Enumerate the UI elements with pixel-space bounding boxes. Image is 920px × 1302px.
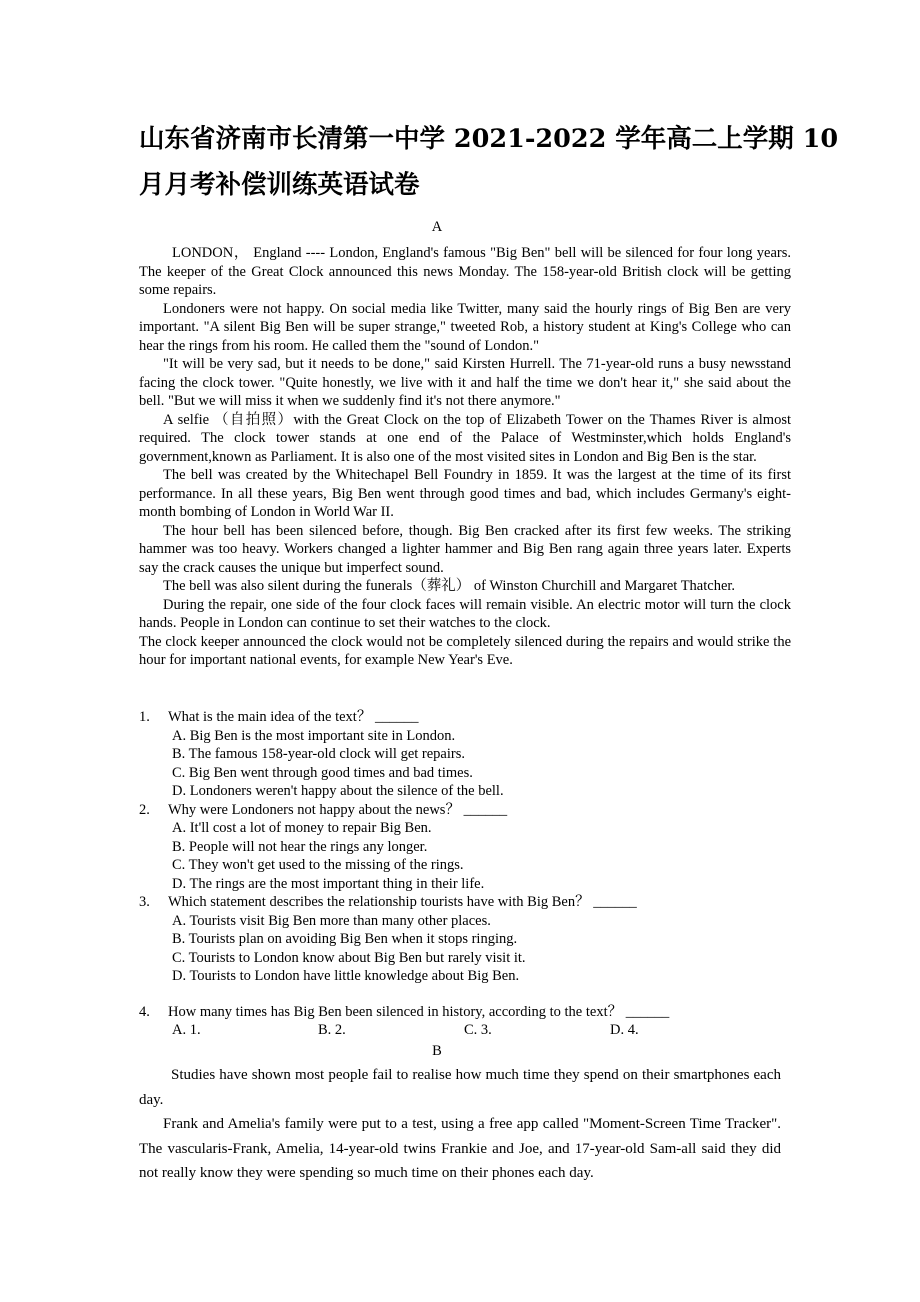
passage-a-paragraph: The bell was created by the Whitechapel Bell Foundry in 1859. It was the largest at the time of its first performance. In all these years, Big Ben went through good times and bad, which includes Germany's eight-month bombing of London in World War II. — [139, 467, 791, 520]
question-list — [139, 708, 791, 1040]
answer-option: B. People will not hear the rings any longer. — [172, 838, 428, 855]
question-stem: What is the main idea of the text？ ______ — [168, 709, 419, 725]
passage-a-paragraph: The clock keeper announced the clock would not be completely silenced during the repairs and would strike the hour for important national events, for example New Year's Eve. — [139, 633, 791, 668]
title-line-1: 山东省济南市长清第一中学 2021-2022 学年高二上学期 10 — [139, 124, 839, 154]
question-number: 3. — [139, 894, 150, 910]
answer-option: A. 1. — [172, 1022, 201, 1038]
question-4 — [139, 1003, 791, 1040]
question-3 — [139, 893, 791, 986]
question-number: 4. — [139, 1003, 150, 1020]
title-line-2: 月月考补偿训练英语试卷 — [139, 170, 420, 200]
answer-option: A. Tourists visit Big Ben more than many other places. — [172, 912, 491, 929]
answer-option: C. 3. — [464, 1022, 492, 1038]
answer-option: D. The rings are the most important thing in their life. — [172, 875, 485, 892]
section-a-label: A — [431, 219, 443, 235]
answer-option: A. Big Ben is the most important site in London. — [172, 727, 456, 744]
passage-a-paragraph: Londoners were not happy. On social media like Twitter, many said the hourly rings of Big Ben are very important. "A silent Big Ben will be super strange," tweeted Rob, a history student at King's College who can hear the rings from his room. He called them the "sound of London." — [139, 300, 791, 354]
answer-option: B. 2. — [318, 1022, 346, 1038]
answer-option: C. They won't get used to the missing of the rings. — [172, 857, 464, 873]
answer-option: D. Londoners weren't happy about the silence of the bell. — [172, 783, 504, 799]
question-1 — [139, 708, 791, 801]
question-stem: Why were Londoners not happy about the news？ ______ — [168, 801, 508, 818]
exam-title — [139, 116, 839, 208]
passage-a-paragraph: "It will be very sad, but it needs to be done," said Kirsten Hurrell. The 71-year-old runs a busy newsstand facing the clock tower. "Quite honestly, we live with it and half the time we don't hear it," she said about the bell. "But we will miss it when we suddenly find it's not there anymore." — [139, 356, 791, 409]
passage-b-paragraph: Studies have shown most people fail to realise how much time they spend on their smartphones each day. — [139, 1067, 781, 1108]
passage-a-paragraph: LONDON， England ---- London, England's famous "Big Ben" bell will be silenced for four long years. The keeper of the Great Clock announced this news Monday. The 158-year-old British clock will be getting some repairs. — [139, 245, 791, 298]
question-number: 2. — [139, 801, 150, 818]
passage-a-paragraph: During the repair, one side of the four clock faces will remain visible. An electric motor will turn the clock hands. People in London can continue to set their watches to the clock. — [139, 596, 791, 631]
passage-a-paragraph: The hour bell has been silenced before, though. Big Ben cracked after its first few weeks. The striking hammer was too heavy. Workers changed a lighter hammer and Big Ben rang again three years later. Experts say the crack causes the unique but imperfect sound. — [139, 522, 791, 576]
answer-option: C. Big Ben went through good times and bad times. — [172, 764, 473, 781]
passage-a-paragraph: The bell was also silent during the funerals（葬礼） of Winston Churchill and Margaret Thatcher. — [163, 578, 736, 594]
passage-b-paragraph: Frank and Amelia's family were put to a test, using a free app called "Moment-Screen Time Tracker". The vascularis-Frank, Amelia, 14-year-old twins Frankie and Joe, and 17-year-old Sam-all said they did not really know they were spending so much time on their phones each day. — [139, 1116, 781, 1181]
answer-option: A. It'll cost a lot of money to repair Big Ben. — [172, 820, 432, 836]
passage-b — [139, 1063, 781, 1186]
passage-a-paragraph: A selfie （自拍照）with the Great Clock on the top of Elizabeth Tower on the Thames River is almost required. The clock tower stands at one end of the Palace of Westminster,which holds England's government,known as Parliament. It is also one of the most visited sites in London and Big Ben is the star. — [139, 411, 791, 465]
question-stem: Which statement describes the relationship tourists have with Big Ben？ ______ — [168, 894, 637, 910]
answer-option: D. 4. — [610, 1022, 639, 1038]
section-b-label: B — [432, 1043, 442, 1059]
answer-option: B. The famous 158-year-old clock will get repairs. — [172, 746, 465, 762]
question-stem: How many times has Big Ben been silenced in history, according to the text？ ______ — [168, 1003, 670, 1020]
answer-option: D. Tourists to London have little knowledge about Big Ben. — [172, 968, 520, 984]
question-2 — [139, 801, 791, 894]
passage-a — [139, 244, 791, 670]
answer-option: B. Tourists plan on avoiding Big Ben when it stops ringing. — [172, 931, 518, 947]
question-number: 1. — [139, 709, 150, 725]
answer-option: C. Tourists to London know about Big Ben but rarely visit it. — [172, 949, 526, 966]
